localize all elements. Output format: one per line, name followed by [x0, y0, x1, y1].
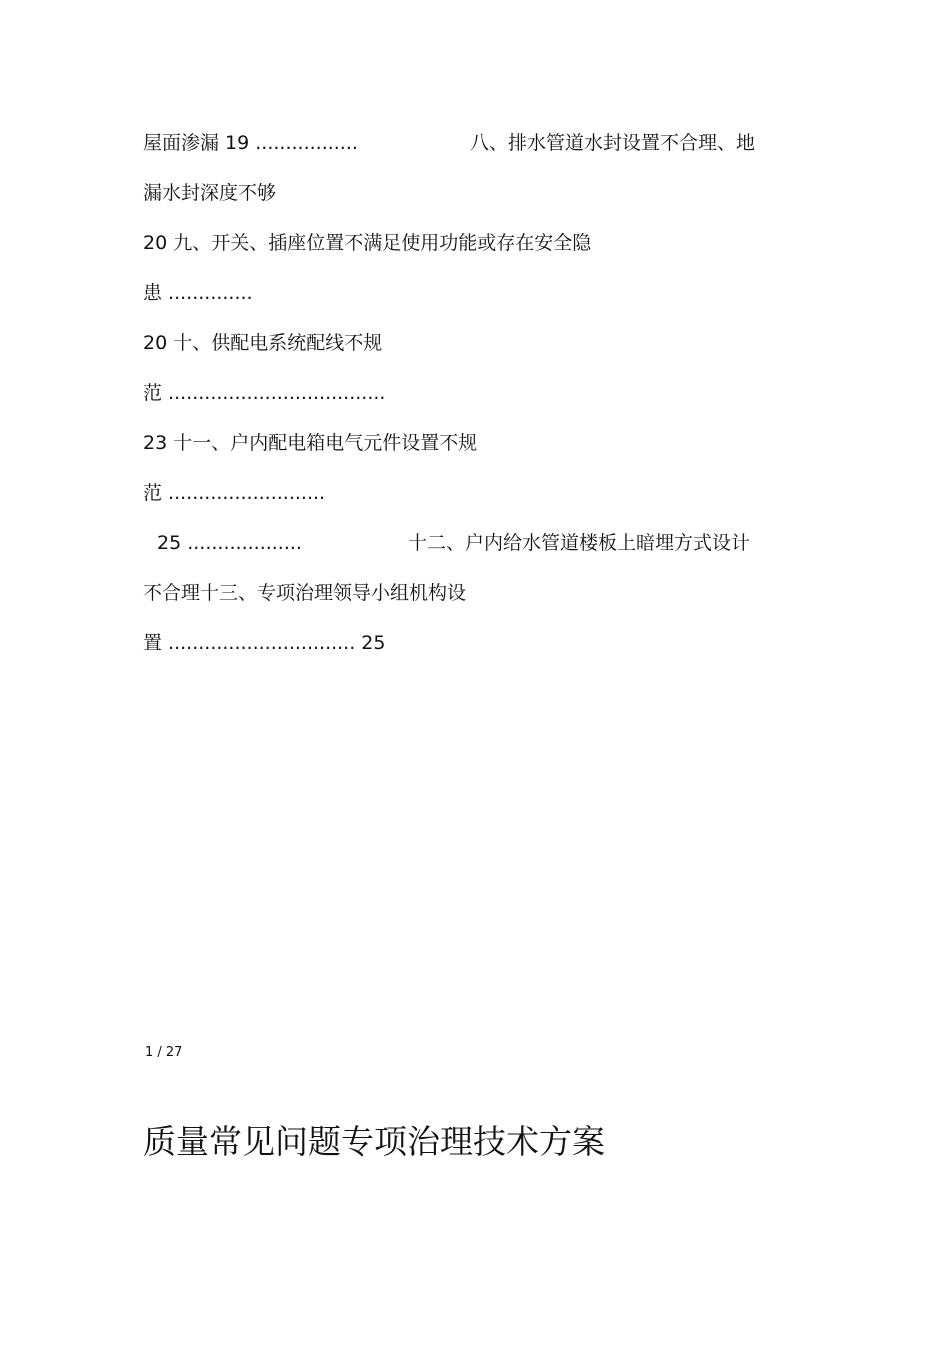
toc-line: 置 ............................... 25	[143, 632, 386, 654]
toc-line-right: 八、排水管道水封设置不合理、地	[470, 132, 756, 154]
toc-line: 20 九、开关、插座位置不满足使用功能或存在安全隐	[143, 232, 592, 254]
toc-line: 20 十、供配电系统配线不规	[143, 332, 383, 354]
toc-line: 屋面渗漏 19 .................	[143, 132, 358, 154]
toc-line: 患 ..............	[143, 282, 253, 304]
toc-line: 范 ....................................	[143, 382, 386, 404]
toc-line: 25 ...................	[157, 532, 302, 554]
toc-line: 23 十一、户内配电箱电气元件设置不规	[143, 432, 478, 454]
toc-line-right: 十二、户内给水管道楼板上暗埋方式设计	[408, 532, 751, 554]
document-title: 质量常见问题专项治理技术方案	[143, 1122, 605, 1161]
toc-line: 范 ..........................	[143, 482, 326, 504]
toc-line: 漏水封深度不够	[143, 182, 277, 204]
page-number: 1 / 27	[145, 1045, 183, 1060]
toc-line: 不合理十三、专项治理领导小组机构设	[143, 582, 467, 604]
